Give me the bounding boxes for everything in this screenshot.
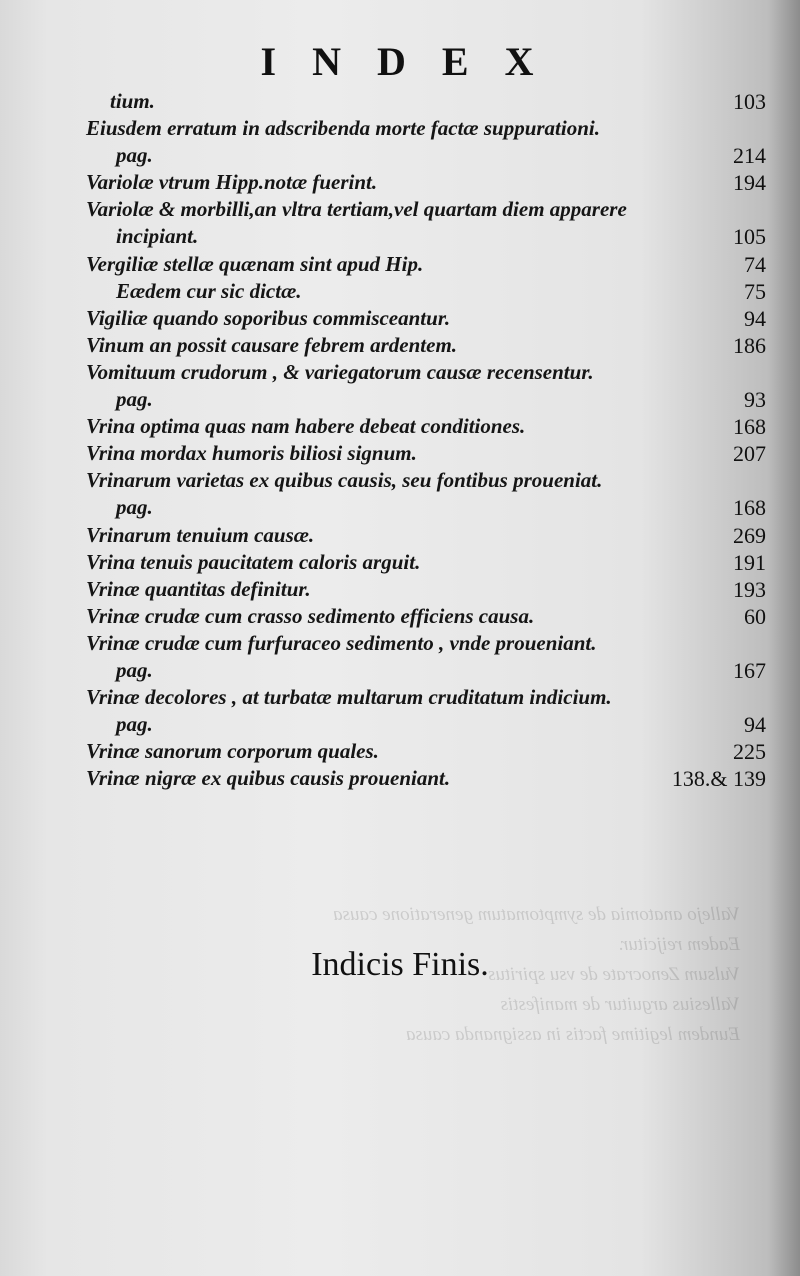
index-entry bbox=[86, 169, 766, 196]
entry-text: pag. bbox=[116, 712, 153, 737]
index-entry bbox=[86, 576, 766, 603]
entry-text: pag. bbox=[116, 387, 153, 412]
index-entry bbox=[86, 494, 766, 521]
page-title: INDEX bbox=[260, 39, 570, 84]
entry-text: Eiusdem erratum in adscribenda morte factæ suppurationi. bbox=[86, 116, 600, 141]
entry-text: incipiant. bbox=[116, 224, 199, 249]
entry-text: Vrinæ decolores , at turbatæ multarum cruditatum indicium. bbox=[86, 685, 612, 710]
entry-page-number: 138.& 139 bbox=[671, 766, 766, 792]
entry-text: Vrinarum varietas ex quibus causis, seu fontibus proueniat. bbox=[86, 468, 603, 493]
index-entry bbox=[86, 467, 766, 494]
index-entry bbox=[86, 278, 766, 305]
entry-page-number: 94 bbox=[744, 305, 766, 331]
index-entry bbox=[86, 88, 766, 115]
entry-page-number: 191 bbox=[733, 549, 766, 575]
index-entry bbox=[86, 386, 766, 413]
entry-text: Vrinæ crudæ cum crasso sedimento efficiens causa. bbox=[86, 603, 535, 628]
index-entry bbox=[86, 549, 766, 576]
entry-text: Vrina tenuis paucitatem caloris arguit. bbox=[86, 549, 421, 574]
index-entry bbox=[86, 359, 766, 386]
closing-text: Indicis Finis. bbox=[311, 946, 489, 983]
index-entry bbox=[86, 332, 766, 359]
entry-page-number: 60 bbox=[744, 603, 766, 629]
entry-text: Vrinæ quantitas definitur. bbox=[86, 576, 311, 601]
entry-text: Vrinæ nigræ ex quibus causis proueniant. bbox=[86, 766, 451, 791]
entry-page-number: 214 bbox=[733, 143, 766, 169]
index-entry bbox=[86, 115, 766, 142]
bleed-through-text: Vallejo anatomia de symptomatum generatione causa Eadem reijcitur. Vulsum Zenocrate de vsu spiritus Vallesius arguitur de manifestis Eundem legitime factis in assignanda causa bbox=[333, 904, 740, 1045]
index-entry bbox=[86, 711, 766, 738]
entry-page-number: 75 bbox=[744, 278, 766, 304]
index-entry bbox=[86, 630, 766, 657]
entry-page-number: 194 bbox=[733, 170, 766, 196]
entry-text: Vrinarum tenuium causæ. bbox=[86, 522, 315, 547]
entry-page-number: 103 bbox=[733, 89, 766, 114]
entry-page-number: 94 bbox=[744, 712, 766, 738]
entry-text: Vergiliæ stellæ quænam sint apud Hip. bbox=[86, 251, 424, 276]
entry-page-number: 186 bbox=[733, 332, 766, 358]
entry-page-number: 93 bbox=[744, 387, 766, 413]
entry-page-number: 225 bbox=[733, 739, 766, 765]
entry-page-number: 167 bbox=[733, 657, 766, 683]
entry-page-number: 74 bbox=[744, 251, 766, 277]
index-entry bbox=[86, 657, 766, 684]
entry-text: Vrinæ crudæ cum furfuraceo sedimento , vnde proueniant. bbox=[86, 630, 597, 655]
index-entry bbox=[86, 684, 766, 711]
entry-page-number: 168 bbox=[733, 414, 766, 440]
index-entry bbox=[86, 440, 766, 467]
index-entries bbox=[86, 88, 766, 792]
entry-text: Vrina mordax humoris biliosi signum. bbox=[86, 441, 417, 466]
entry-page-number: 207 bbox=[733, 441, 766, 467]
entry-text: Vomituum crudorum , & variegatorum causæ recensentur. bbox=[86, 359, 594, 384]
index-entry bbox=[86, 603, 766, 630]
entry-text: tium. bbox=[110, 89, 155, 113]
entry-page-number: 168 bbox=[733, 495, 766, 521]
index-entry bbox=[86, 142, 766, 169]
index-entry bbox=[86, 196, 766, 223]
entry-text: Vrina optima quas nam habere debeat conditiones. bbox=[86, 414, 526, 439]
entry-text: Variolæ vtrum Hipp.notæ fuerint. bbox=[86, 170, 378, 195]
entry-text: Variolæ & morbilli,an vltra tertiam,vel quartam diem apparere bbox=[86, 197, 627, 222]
index-entry bbox=[86, 223, 766, 250]
entry-text: pag. bbox=[116, 495, 153, 520]
entry-page-number: 269 bbox=[733, 522, 766, 548]
entry-text: pag. bbox=[116, 143, 153, 168]
entry-text: Eædem cur sic dictæ. bbox=[116, 278, 302, 303]
entry-page-number: 105 bbox=[733, 224, 766, 250]
entry-text: Vigiliæ quando soporibus commisceantur. bbox=[86, 305, 451, 330]
entry-text: pag. bbox=[116, 657, 153, 682]
index-entry bbox=[86, 251, 766, 278]
index-entry bbox=[86, 305, 766, 332]
entry-text: Vrinæ sanorum corporum quales. bbox=[86, 739, 379, 764]
index-entry bbox=[86, 522, 766, 549]
entry-text: Vinum an possit causare febrem ardentem. bbox=[86, 332, 458, 357]
entry-page-number: 193 bbox=[733, 576, 766, 602]
index-entry bbox=[86, 738, 766, 765]
index-entry bbox=[86, 765, 766, 792]
index-entry bbox=[86, 413, 766, 440]
